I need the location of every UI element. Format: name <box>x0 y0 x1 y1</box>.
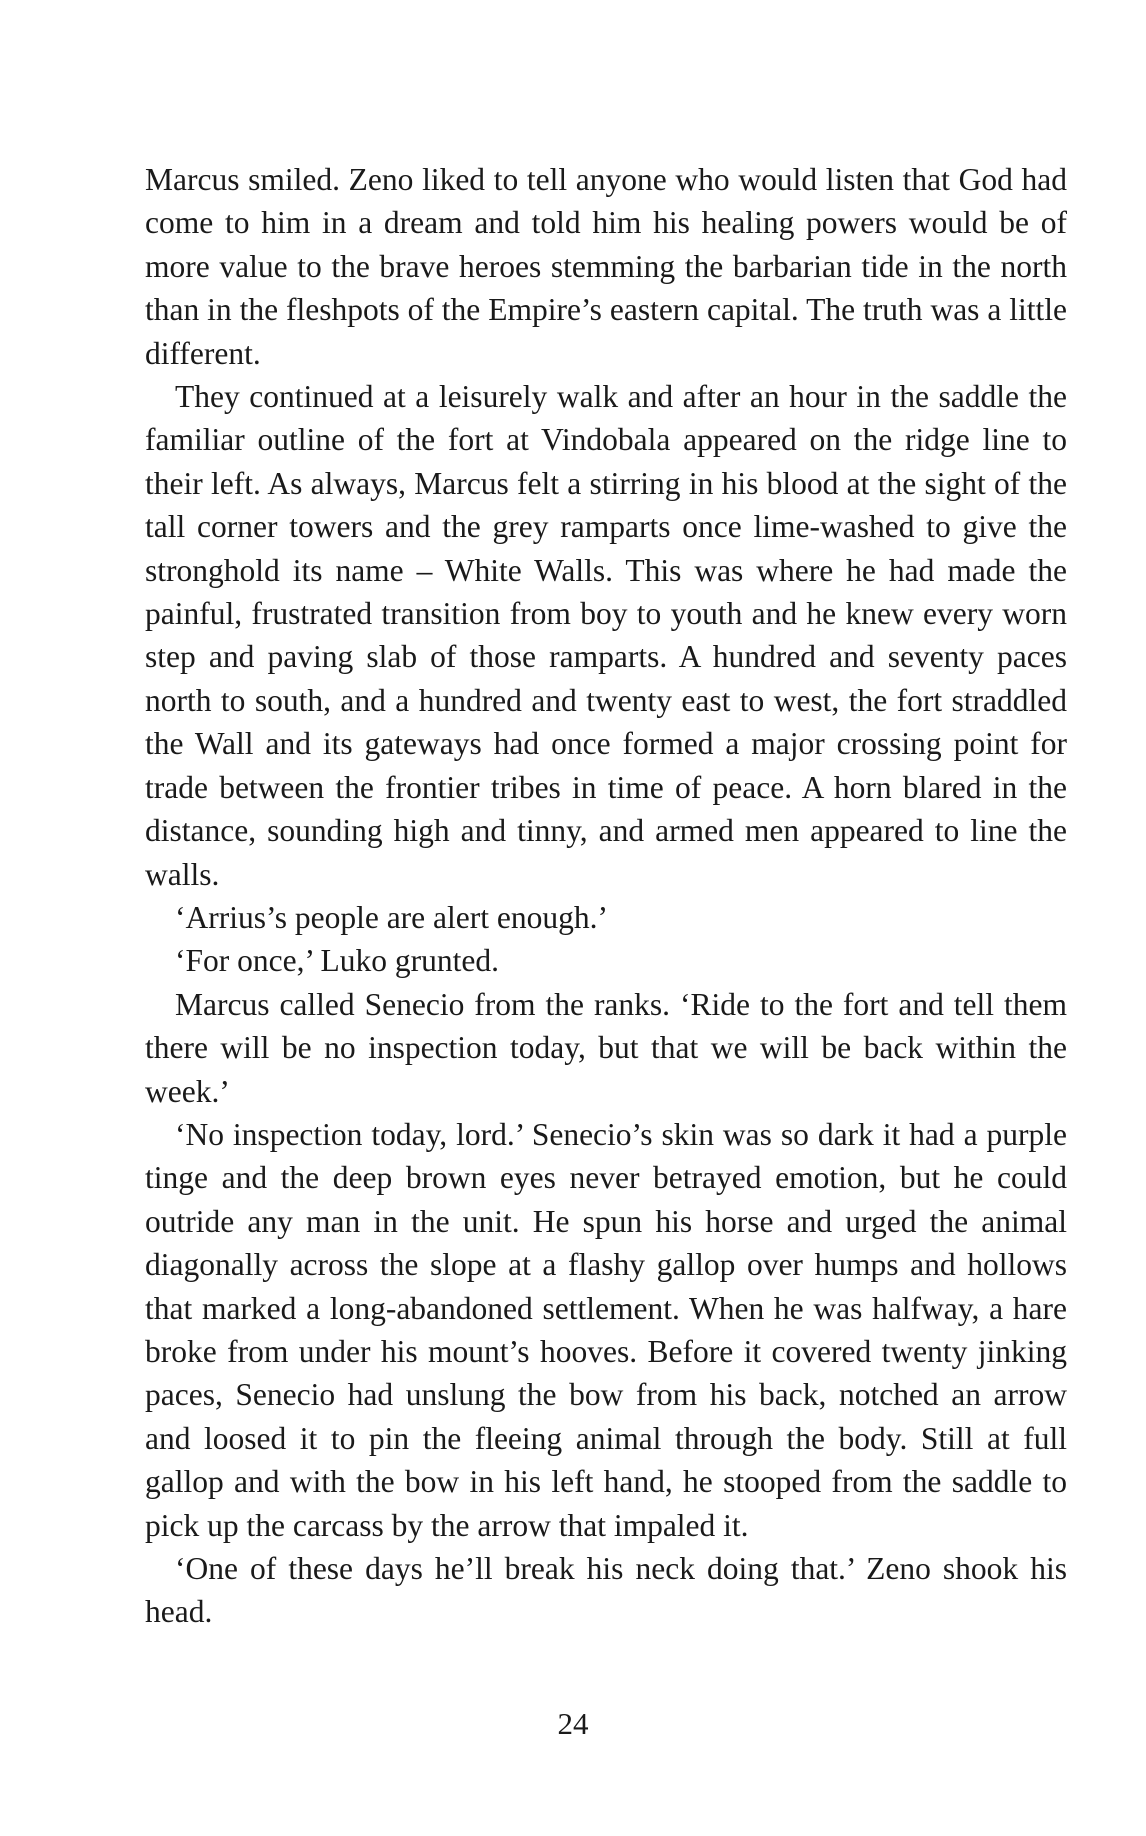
paragraph-2: They continued at a leisurely walk and after an hour in the saddle the familiar outline of the fort at Vindobala appeared on the ridge line to their left. As always, Marcus felt a stirring in his blood at the sight of the tall corner towers and the grey ramparts once lime-washed to give the stronghold its name – White Walls. This was where he had made the painful, frustrated transition from boy to youth and he knew every worn step and paving slab of those ramparts. A hundred and seventy paces north to south, and a hundred and twenty east to west, the fort straddled the Wall and its gateways had once formed a major crossing point for trade between the frontier tribes in time of peace. A horn blared in the distance, sounding high and tinny, and armed men appeared to line the walls. <box>145 379 1067 892</box>
paragraph-1: Marcus smiled. Zeno liked to tell anyone who would listen that God had come to him in a dream and told him his healing powers would be of more value to the brave heroes stemming the barbarian tide in the north than in the fleshpots of the Empire’s eastern capital. The truth was a little different. <box>145 162 1067 371</box>
paragraph-6: ‘No inspection today, lord.’ Senecio’s skin was so dark it had a purple tinge and the deep brown eyes never betrayed emotion, but he could outride any man in the unit. He spun his horse and urged the animal diagonally across the slope at a flashy gallop over humps and hollows that marked a long-abandoned settlement. When he was halfway, a hare broke from under his mount’s hooves. Before it covered twenty jinking paces, Senecio had unslung the bow from his back, notched an arrow and loosed it to pin the fleeing animal through the body. Still at full gallop and with the bow in his left hand, he stooped from the saddle to pick up the carcass by the arrow that impaled it. <box>145 1116 1067 1543</box>
body-text <box>145 158 1067 1634</box>
paragraph-3: ‘Arrius’s people are alert enough.’ <box>175 899 608 935</box>
paragraph-4: ‘For once,’ Luko grunted. <box>175 943 499 979</box>
paragraph-5: Marcus called Senecio from the ranks. ‘Ride to the fort and tell them there will be no inspection today, but that we will be back within the week.’ <box>145 986 1067 1109</box>
paragraph-7: ‘One of these days he’ll break his neck doing that.’ Zeno shook his head. <box>145 1551 1067 1630</box>
page-number: 24 <box>557 1706 589 1741</box>
